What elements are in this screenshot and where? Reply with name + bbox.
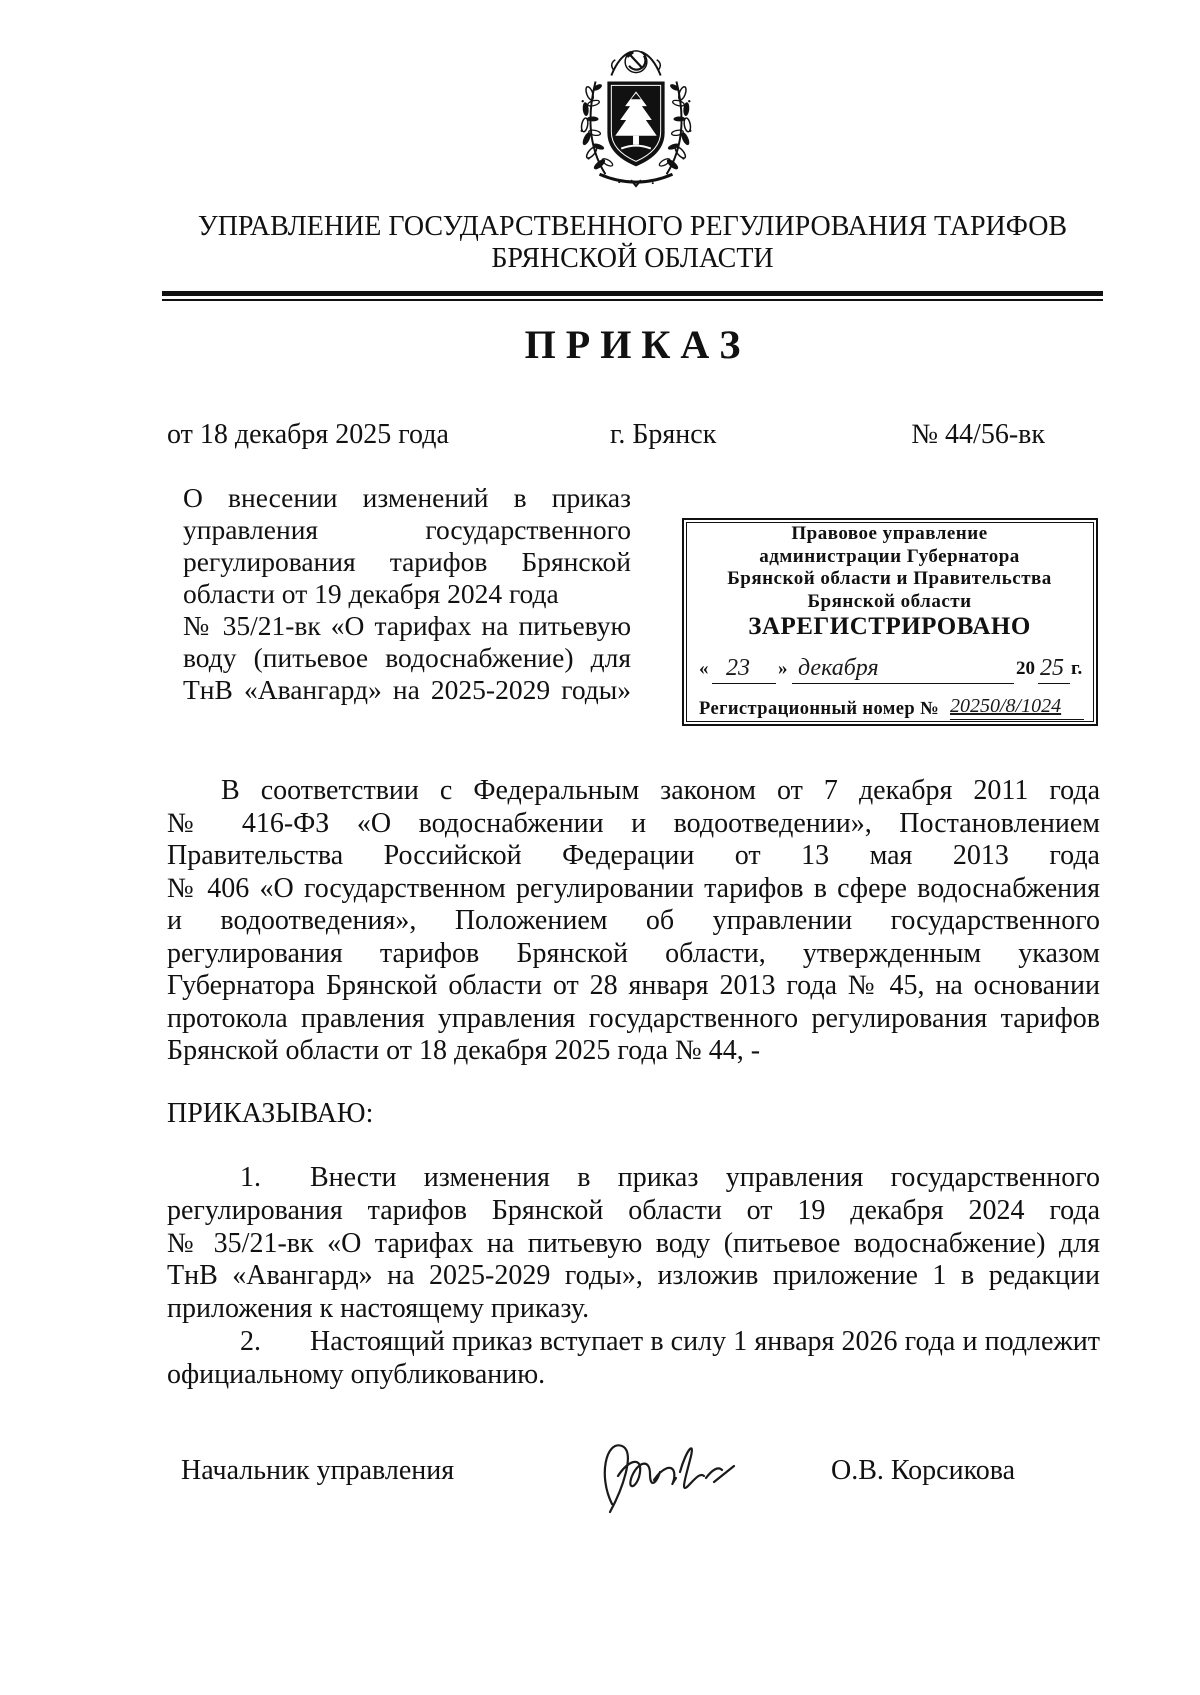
order-item-2	[167, 1326, 1100, 1392]
organization-line-2: БРЯНСКОЙ ОБЛАСТИ	[491, 243, 774, 274]
organization-line-1: УПРАВЛЕНИЕ ГОСУДАРСТВЕННОГО РЕГУЛИРОВАНИЯ ТАРИФОВ	[197, 211, 1068, 242]
registration-number-label: Регистрационный номер №	[699, 699, 940, 719]
stamp-date-open-quote: «	[699, 658, 709, 679]
order-word: ПРИКАЗЫВАЮ:	[167, 1098, 374, 1129]
document-title: П Р И К А З	[524, 322, 741, 367]
stamp-line: администрации Губернатора	[759, 546, 1020, 567]
order-city: г. Брянск	[610, 419, 717, 450]
subject-line: воду (питьевое водоснабжение) для	[183, 642, 631, 673]
stamp-line: Брянской области	[807, 591, 972, 612]
signatory-name: О.В. Корсикова	[831, 1455, 1016, 1486]
handwritten-signature	[588, 1430, 748, 1520]
order-item-line: № 35/21-вк «О тарифах на питьевую воду (питьевое водоснабжение) для	[167, 1227, 1100, 1259]
order-items	[167, 1162, 1100, 1392]
stamp-year-handwritten: 25	[1040, 655, 1064, 681]
stamp-status: ЗАРЕГИСТРИРОВАНО	[748, 613, 1031, 640]
subject-line: регулирования тарифов Брянской	[183, 546, 631, 577]
preamble-line: № 416-ФЗ «О водоснабжении и водоотведении», Постановлением	[167, 807, 1100, 839]
preamble-line: Губернатора Брянской области от 28 января 2013 года № 45, на основании	[167, 970, 1100, 1001]
preamble-line: Правительства Российской Федерации от 13 мая 2013 года	[167, 840, 1100, 871]
stamp-year-field	[1038, 654, 1070, 684]
header-rule-thick	[162, 291, 1103, 296]
order-item-first-line	[167, 1326, 1100, 1359]
order-item-1	[167, 1162, 1100, 1326]
order-item-number: 2.	[240, 1325, 261, 1357]
order-item-line: приложения к настоящему приказу.	[167, 1293, 590, 1325]
subject-line: ТнВ «Авангард» на 2025-2029 годы»	[183, 674, 631, 705]
preamble-line: регулирования тарифов Брянской области, утвержденным указом	[167, 937, 1100, 969]
preamble-line: и водоотведения», Положением об управлении государственного	[167, 905, 1100, 936]
registration-stamp	[682, 518, 1098, 726]
order-number: № 44/56-вк	[911, 419, 1045, 450]
organization-name	[162, 211, 1103, 275]
stamp-line: Брянской области и Правительства	[727, 568, 1052, 589]
stamp-month-field	[792, 654, 1014, 684]
order-item-line: официальному опубликованию.	[167, 1358, 546, 1390]
stamp-day-handwritten: 23	[726, 655, 750, 681]
order-item-line: Внести изменения в приказ управления государственного	[310, 1162, 1100, 1193]
subject-line: О внесении изменений в приказ	[183, 482, 631, 513]
stamp-year-prefix: 20	[1016, 658, 1035, 679]
preamble-line: Брянской области от 18 декабря 2025 года № 44, -	[167, 1035, 761, 1066]
order-item-line: ТнВ «Авангард» на 2025-2029 годы», изложив приложение 1 в редакции	[167, 1260, 1100, 1292]
order-date: от 18 декабря 2025 года	[167, 419, 449, 450]
preamble-line: № 406 «О государственном регулировании тарифов в сфере водоснабжения	[167, 872, 1100, 904]
order-item-line: Настоящий приказ вступает в силу 1 января 2026 года и подлежит	[310, 1325, 1100, 1357]
order-item-line: регулирования тарифов Брянской области от 19 декабря 2024 года	[167, 1194, 1100, 1226]
header-rule-thin	[162, 299, 1103, 301]
stamp-year-unit: г.	[1071, 658, 1083, 679]
subject-line: № 35/21-вк «О тарифах на питьевую	[183, 610, 631, 641]
stamp-day-field	[712, 654, 776, 684]
stamp-date-close-quote: »	[778, 658, 788, 679]
stamp-month-handwritten: декабря	[798, 655, 879, 681]
stamp-line: Правовое управление	[791, 523, 988, 544]
preamble	[167, 775, 1100, 1068]
registration-number-field	[950, 694, 1084, 720]
preamble-line: В соответствии с Федеральным законом от 7 декабря 2011 года	[221, 775, 1100, 806]
order-subject	[183, 482, 631, 706]
preamble-line: протокола правления управления государственного регулирования тарифов	[167, 1002, 1100, 1034]
coat-of-arms-emblem	[561, 42, 711, 190]
signatory-position: Начальник управления	[181, 1455, 455, 1486]
registration-number-handwritten: 20250/8/1024	[950, 695, 1062, 717]
order-item-number: 1.	[240, 1162, 261, 1193]
subject-line: области от 19 декабря 2024 года	[183, 578, 559, 609]
subject-line: управления государственного	[183, 514, 631, 545]
order-item-first-line	[167, 1162, 1100, 1195]
